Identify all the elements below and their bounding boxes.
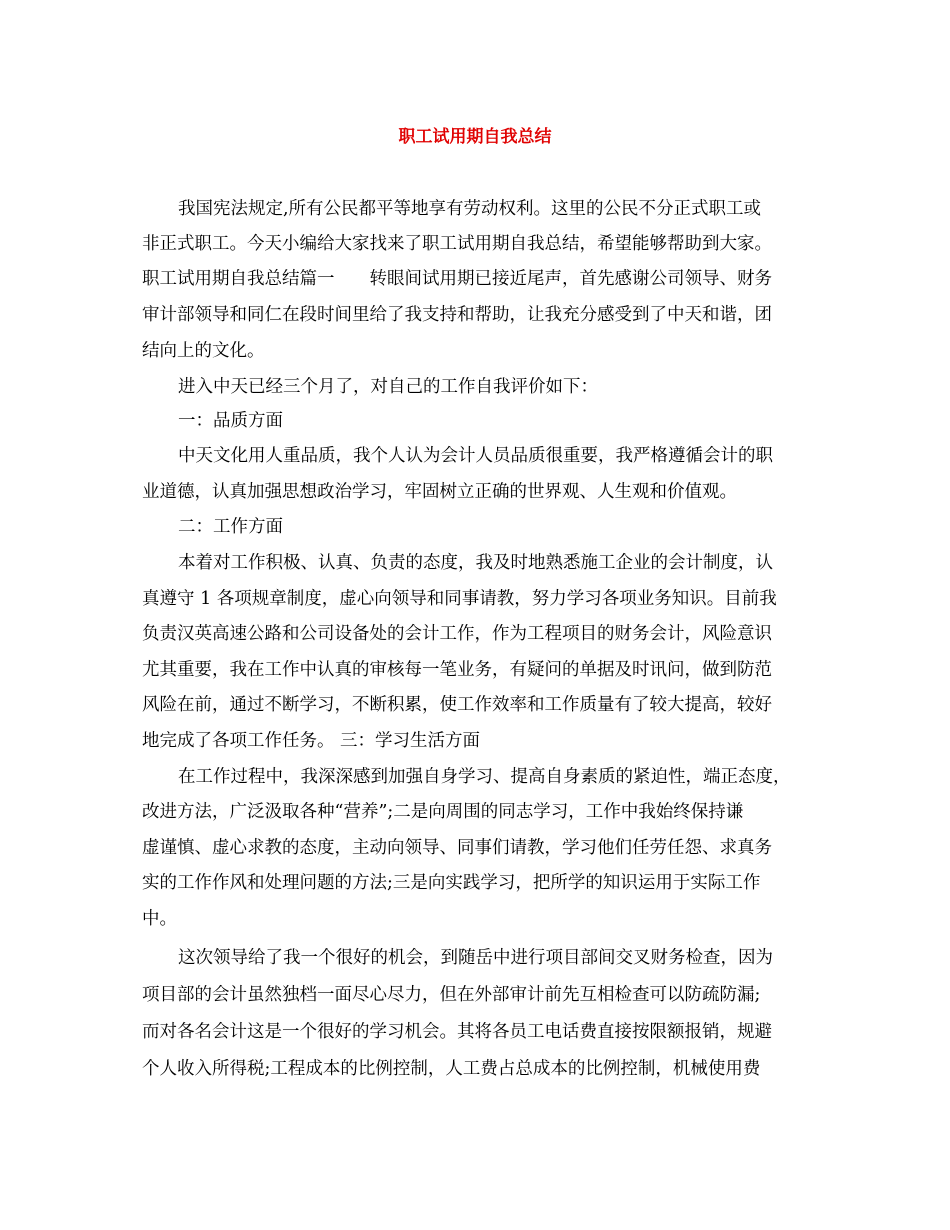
paragraph-line: 真遵守 1 各项规章制度，虚心向领导和同事请教，努力学习各项业务知识。目前我	[142, 589, 777, 609]
paragraph-line: 负责汉英高速公路和公司设备处的会计工作，作为工程项目的财务会计，风险意识	[142, 624, 772, 644]
paragraph-line: 这次领导给了我一个很好的机会，到随岳中进行项目部间交叉财务检查，因为	[178, 948, 773, 968]
paragraph-line: 非正式职工。今天小编给大家找来了职工试用期自我总结，希望能够帮助到大家。	[142, 234, 772, 254]
paragraph-line: 风险在前，通过不断学习，不断积累，使工作效率和工作质量有了较大提高，较好	[142, 695, 772, 715]
section-heading: 一：品质方面	[178, 411, 283, 431]
paragraph-line: 结向上的文化。	[142, 341, 265, 361]
paragraph-line: 审计部领导和同仁在段时间里给了我支持和帮助，让我充分感受到了中天和谐，团	[142, 305, 772, 325]
paragraph-line: 虚谨慎、虚心求教的态度，主动向领导、同事们请教，学习他们任劳任怨、求真务	[142, 838, 772, 858]
document-title: 职工试用期自我总结	[398, 127, 552, 147]
paragraph-line: 中。	[142, 909, 177, 929]
paragraph-line: 业道德，认真加强思想政治学习，牢固树立正确的世界观、人生观和价值观。	[142, 482, 737, 502]
paragraph-line: 个人收入所得税;工程成本的比例控制，人工费占总成本的比例控制，机械使用费	[142, 1059, 761, 1079]
section-heading: 二：工作方面	[178, 517, 283, 537]
paragraph-line: 尤其重要，我在工作中认真的审核每一笔业务，有疑问的单据及时讯问，做到防范	[142, 660, 772, 680]
paragraph-line: 我国宪法规定,所有公民都平等地享有劳动权利。这里的公民不分正式职工或	[178, 199, 762, 219]
paragraph-line: 地完成了各项工作任务。 三：学习生活方面	[142, 731, 481, 751]
paragraph-line: 进入中天已经三个月了，对自己的工作自我评价如下：	[178, 377, 598, 397]
paragraph-line: 中天文化用人重品质，我个人认为会计人员品质很重要，我严格遵循会计的职	[178, 446, 773, 466]
paragraph-line: 职工试用期自我总结篇一 转眼间试用期已接近尾声，首先感谢公司领导、财务	[142, 269, 772, 289]
paragraph-line: 在工作过程中，我深深感到加强自身学习、提高自身素质的紧迫性，端正态度，	[178, 767, 791, 787]
paragraph-line: 而对各名会计这是一个很好的学习机会。其将各员工电话费直接按限额报销，规避	[142, 1022, 772, 1042]
paragraph-line: 本着对工作积极、认真、负责的态度，我及时地熟悉施工企业的会计制度，认	[178, 553, 773, 573]
paragraph-line: 项目部的会计虽然独档一面尽心尽力，但在外部审计前先互相检查可以防疏防漏;	[142, 985, 761, 1005]
paragraph-line: 改进方法，广泛汲取各种“营养”;二是向周围的同志学习，工作中我始终保持谦	[142, 802, 744, 822]
paragraph-line: 实的工作作风和处理问题的方法;三是向实践学习，把所学的知识运用于实际工作	[142, 873, 761, 893]
